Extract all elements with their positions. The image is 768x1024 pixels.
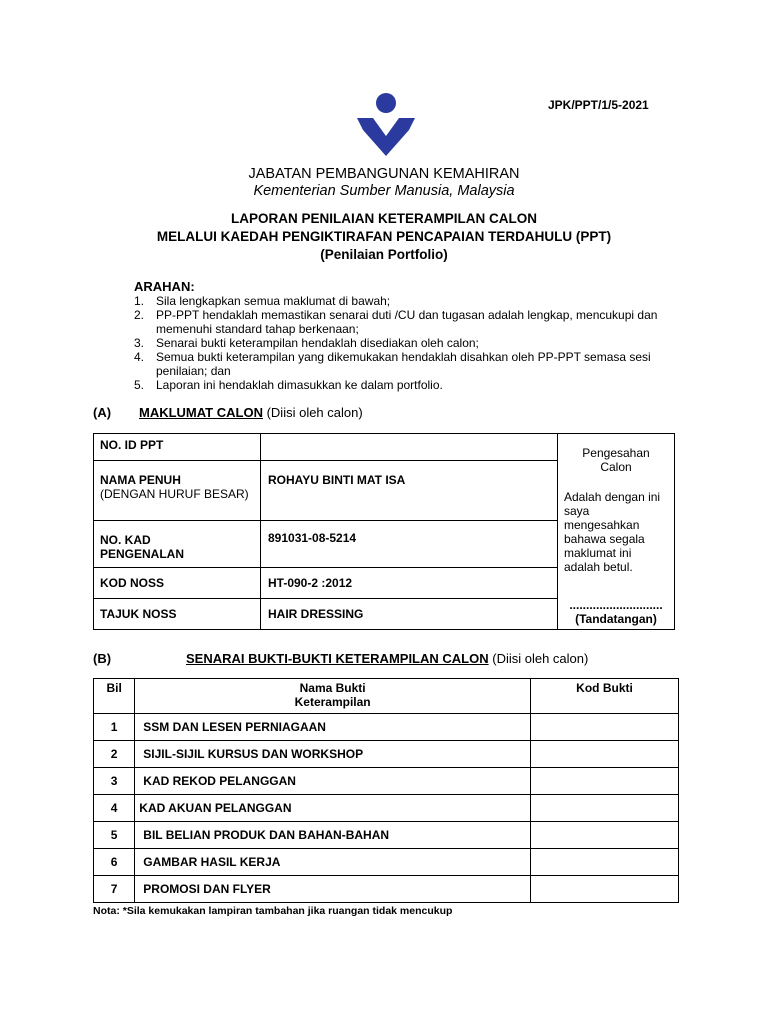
table-row — [94, 849, 679, 876]
evidence-code — [530, 795, 678, 822]
table-row — [94, 822, 679, 849]
table-header-row — [94, 679, 679, 714]
instruction-text: Senarai bukti keterampilan hendaklah disediakan oleh calon; — [156, 336, 479, 350]
instruction-number: 5. — [134, 378, 145, 392]
signature-label: (Tandatangan) — [575, 612, 657, 626]
row-number: 1 — [94, 714, 135, 741]
field-label-text: KOD NOSS — [100, 576, 165, 590]
instruction-text: Sila lengkapkan semua maklumat di bawah; — [156, 294, 391, 308]
section-a-marker: (A) — [93, 405, 112, 420]
evidence-name: SSM DAN LESEN PERNIAGAAN — [135, 714, 531, 741]
field-label — [94, 568, 261, 599]
header-evidence-name-line-2: Keterampilan — [294, 695, 371, 709]
row-number: 5 — [94, 822, 135, 849]
row-number: 7 — [94, 876, 135, 903]
instruction-item — [134, 350, 694, 378]
confirmation-title-line-2: Calon — [600, 460, 632, 474]
header-evidence-code: Kod Bukti — [530, 679, 678, 714]
evidence-list-table — [93, 678, 679, 903]
row-number: 6 — [94, 849, 135, 876]
header-bil: Bil — [94, 679, 135, 714]
field-label-subtext: (DENGAN HURUF BESAR) — [100, 487, 249, 501]
instruction-text: Semua bukti keterampilan yang dikemukakan hendaklah disahkan oleh PP-PPT semasa sesi penilaian; dan — [156, 350, 651, 378]
instructions-title: ARAHAN: — [134, 279, 195, 294]
field-label-text: NO. ID PPT — [100, 438, 164, 452]
field-label — [94, 434, 261, 461]
header-evidence-name-line-1: Nama Bukti — [299, 681, 366, 695]
table-row — [94, 876, 679, 903]
row-number: 2 — [94, 741, 135, 768]
evidence-name: KAD REKOD PELANGGAN — [135, 768, 531, 795]
evidence-name: SIJIL-SIJIL KURSUS DAN WORKSHOP — [135, 741, 531, 768]
evidence-code — [530, 822, 678, 849]
instruction-item — [134, 378, 694, 392]
evidence-name: PROMOSI DAN FLYER — [135, 876, 531, 903]
report-title-line-1: LAPORAN PENILAIAN KETERAMPILAN CALON — [231, 211, 537, 226]
section-b-marker: (B) — [93, 651, 112, 666]
instruction-number: 4. — [134, 350, 145, 364]
row-number: 3 — [94, 768, 135, 795]
instruction-number: 3. — [134, 336, 145, 350]
candidate-confirmation-cell — [558, 434, 675, 630]
section-b-heading — [93, 651, 111, 666]
instruction-text: PP-PPT hendaklah memastikan senarai duti /CU dan tugasan adalah lengkap, mencukupi dan memenuhi standard tahap berkenaan; — [156, 308, 685, 336]
evidence-code — [530, 768, 678, 795]
section-a-title: MAKLUMAT CALON — [139, 405, 263, 420]
evidence-name: KAD AKUAN PELANGGAN — [135, 795, 531, 822]
field-label-text: NO. KAD PENGENALAN — [100, 533, 185, 561]
instruction-item — [134, 336, 694, 350]
confirmation-text: Adalah dengan ini saya mengesahkan bahawa segala maklumat ini adalah betul. — [564, 490, 664, 574]
confirmation-title — [564, 446, 668, 474]
report-title-line-3: (Penilaian Portfolio) — [320, 247, 448, 262]
instruction-number: 2. — [134, 308, 145, 322]
table-row — [94, 434, 675, 461]
field-label — [94, 461, 261, 521]
section-b-title: SENARAI BUKTI-BUKTI KETERAMPILAN CALON — [186, 651, 489, 666]
organization-name: JABATAN PEMBANGUNAN KEMAHIRAN — [248, 166, 520, 182]
evidence-code — [530, 876, 678, 903]
document-reference: JPK/PPT/1/5-2021 — [548, 98, 649, 112]
noss-title-value: HAIR DRESSING — [261, 599, 558, 630]
instruction-item — [134, 308, 694, 336]
evidence-code — [530, 849, 678, 876]
ministry-name: Kementerian Sumber Manusia, Malaysia — [253, 183, 515, 199]
field-label — [94, 599, 261, 630]
evidence-name: GAMBAR HASIL KERJA — [135, 849, 531, 876]
signature-line: ............................ — [569, 598, 663, 612]
table-row — [94, 741, 679, 768]
id-ppt-value — [261, 434, 558, 461]
noss-code-value: HT-090-2 :2012 — [261, 568, 558, 599]
candidate-info-table — [93, 433, 675, 630]
row-number: 4 — [94, 795, 135, 822]
instructions-list — [134, 294, 694, 392]
report-title-line-2: MELALUI KAEDAH PENGIKTIRAFAN PENCAPAIAN TERDAHULU (PPT) — [156, 229, 612, 244]
table-row — [94, 768, 679, 795]
section-b-note: (Diisi oleh calon) — [492, 651, 589, 666]
field-label-text: NAMA PENUH — [100, 473, 181, 487]
ic-number-value: 891031-08-5214 — [261, 521, 558, 568]
instruction-number: 1. — [134, 294, 145, 308]
evidence-code — [530, 714, 678, 741]
evidence-code — [530, 741, 678, 768]
field-label-text: TAJUK NOSS — [100, 607, 177, 621]
jpk-logo — [355, 92, 417, 156]
instruction-item — [134, 294, 694, 308]
section-a-title-wrap — [139, 405, 363, 420]
header-evidence-name — [135, 679, 531, 714]
evidence-name: BIL BELIAN PRODUK DAN BAHAN-BAHAN — [135, 822, 531, 849]
section-a-heading — [93, 405, 111, 420]
section-a-note: (Diisi oleh calon) — [266, 405, 363, 420]
table-row — [94, 795, 679, 822]
section-b-title-wrap — [186, 651, 588, 666]
instruction-text: Laporan ini hendaklah dimasukkan ke dalam portfolio. — [156, 378, 443, 392]
field-label — [94, 521, 261, 568]
confirmation-title-line-1: Pengesahan — [582, 446, 650, 460]
full-name-value: ROHAYU BINTI MAT ISA — [261, 461, 558, 521]
footnote: Nota: *Sila kemukakan lampiran tambahan jika ruangan tidak mencukup — [93, 905, 453, 917]
table-row — [94, 714, 679, 741]
